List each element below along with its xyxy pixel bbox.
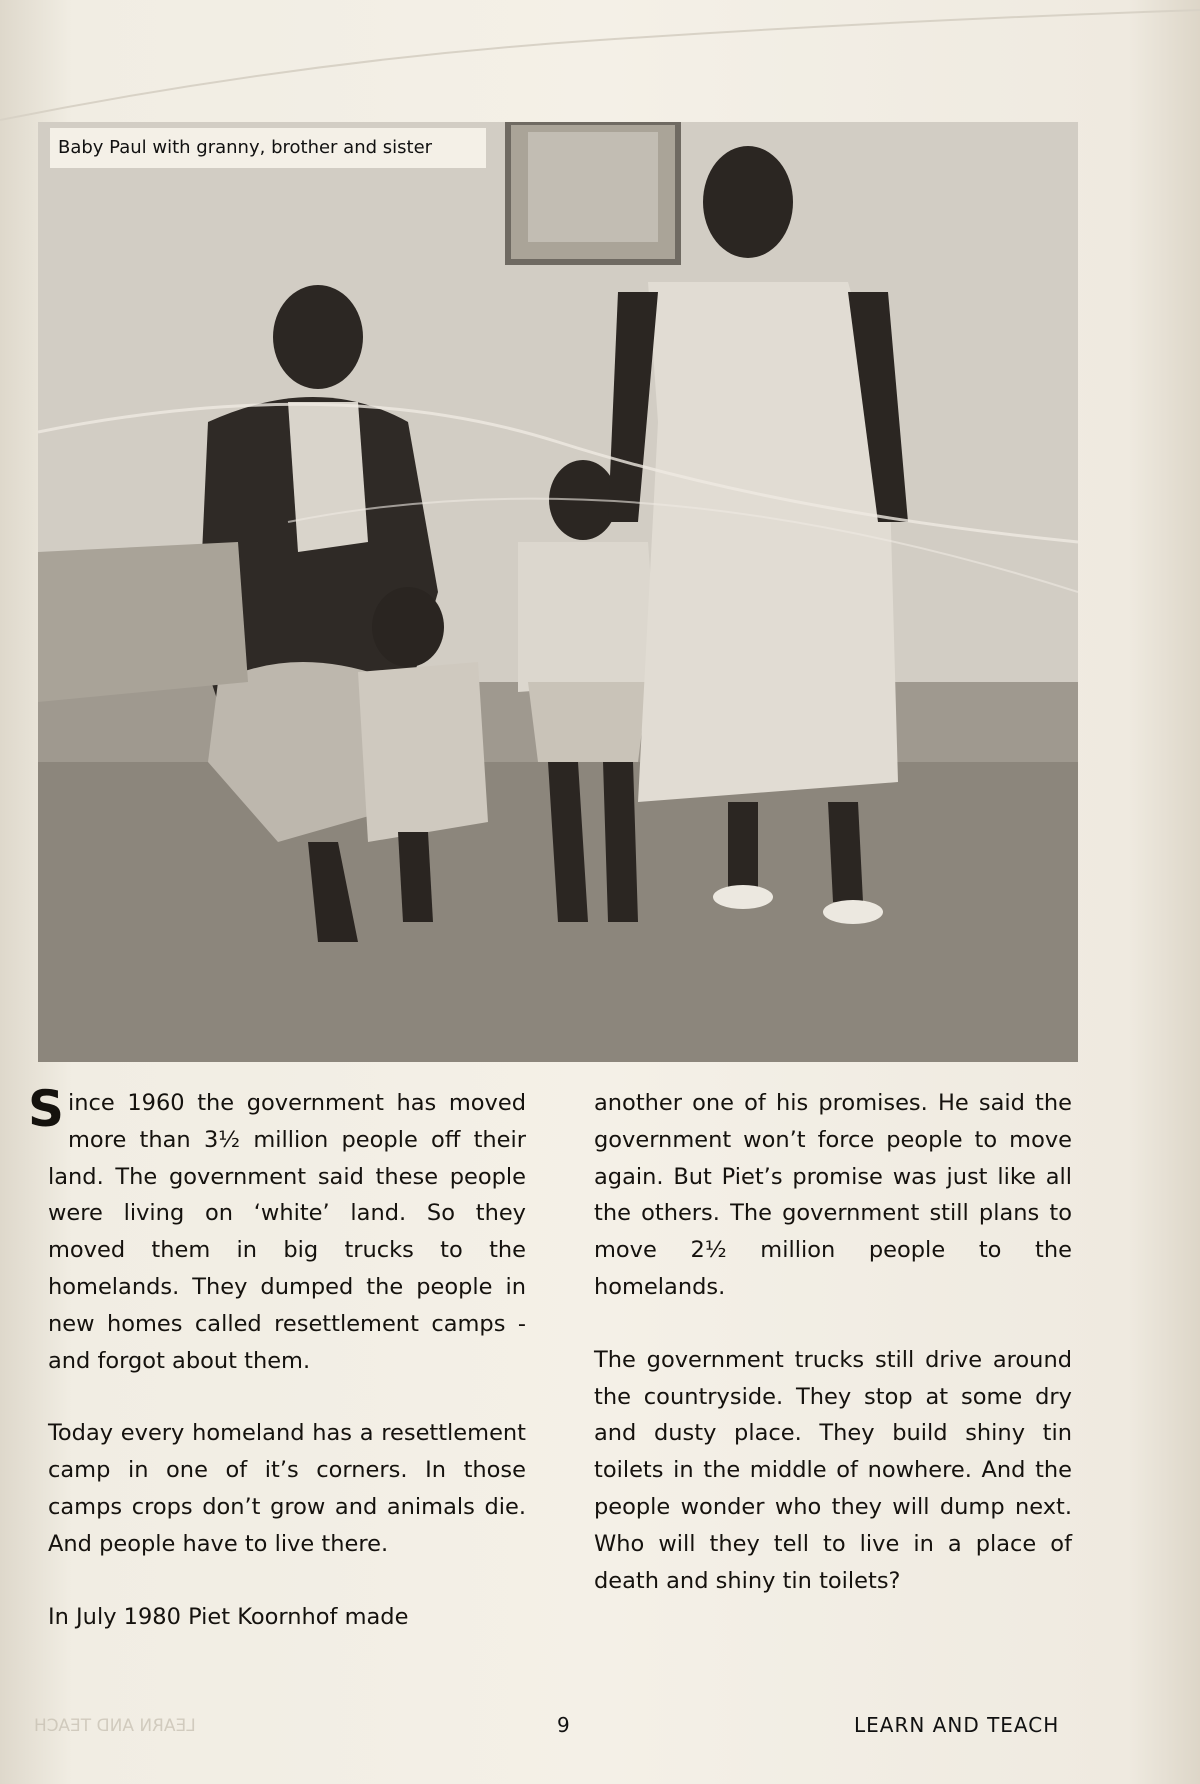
family-photo (38, 122, 1078, 1062)
left-article-column (28, 1080, 526, 1671)
right-paragraph-1: another one of his promises. He said the government won’t force people to move again. But Piet’s promise was just like all the others. The government still plans to move 2½ million people to the homelands. (594, 1090, 1072, 1300)
photo-caption: Baby Paul with granny, brother and sister (50, 128, 486, 168)
family-photo-illustration (38, 122, 1078, 1062)
bleed-through-footer: LEARN AND TEACH (34, 1716, 196, 1736)
left-paragraph-1-text: ince 1960 the government has moved more than 3½ million people off their land. The government said these people were living on ‘white’ land. So they moved them in big trucks to the homelands. They dumped the people in new homes called resettlement camps - and forgot about them. (48, 1090, 526, 1374)
left-paragraph-2: Today every homeland has a resettlement camp in one of it’s corners. In those camps crops don’t grow and animals die. And people have to live there. (48, 1420, 526, 1557)
magazine-name: LEARN AND TEACH (854, 1713, 1060, 1737)
drop-cap: S (28, 1080, 65, 1138)
page-number: 9 (557, 1713, 570, 1737)
left-paragraph-3: In July 1980 Piet Koornhof made (48, 1603, 409, 1630)
right-article-column (594, 1085, 1072, 1635)
right-paragraph-2: The government trucks still drive around the countryside. They stop at some dry and dusty place. They build shiny tin toilets in the middle of nowhere. And the people wonder who they will dump next. Who will they tell to live in a place of death and shiny tin toilets? (594, 1346, 1072, 1594)
left-paragraph-1 (28, 1080, 526, 1379)
